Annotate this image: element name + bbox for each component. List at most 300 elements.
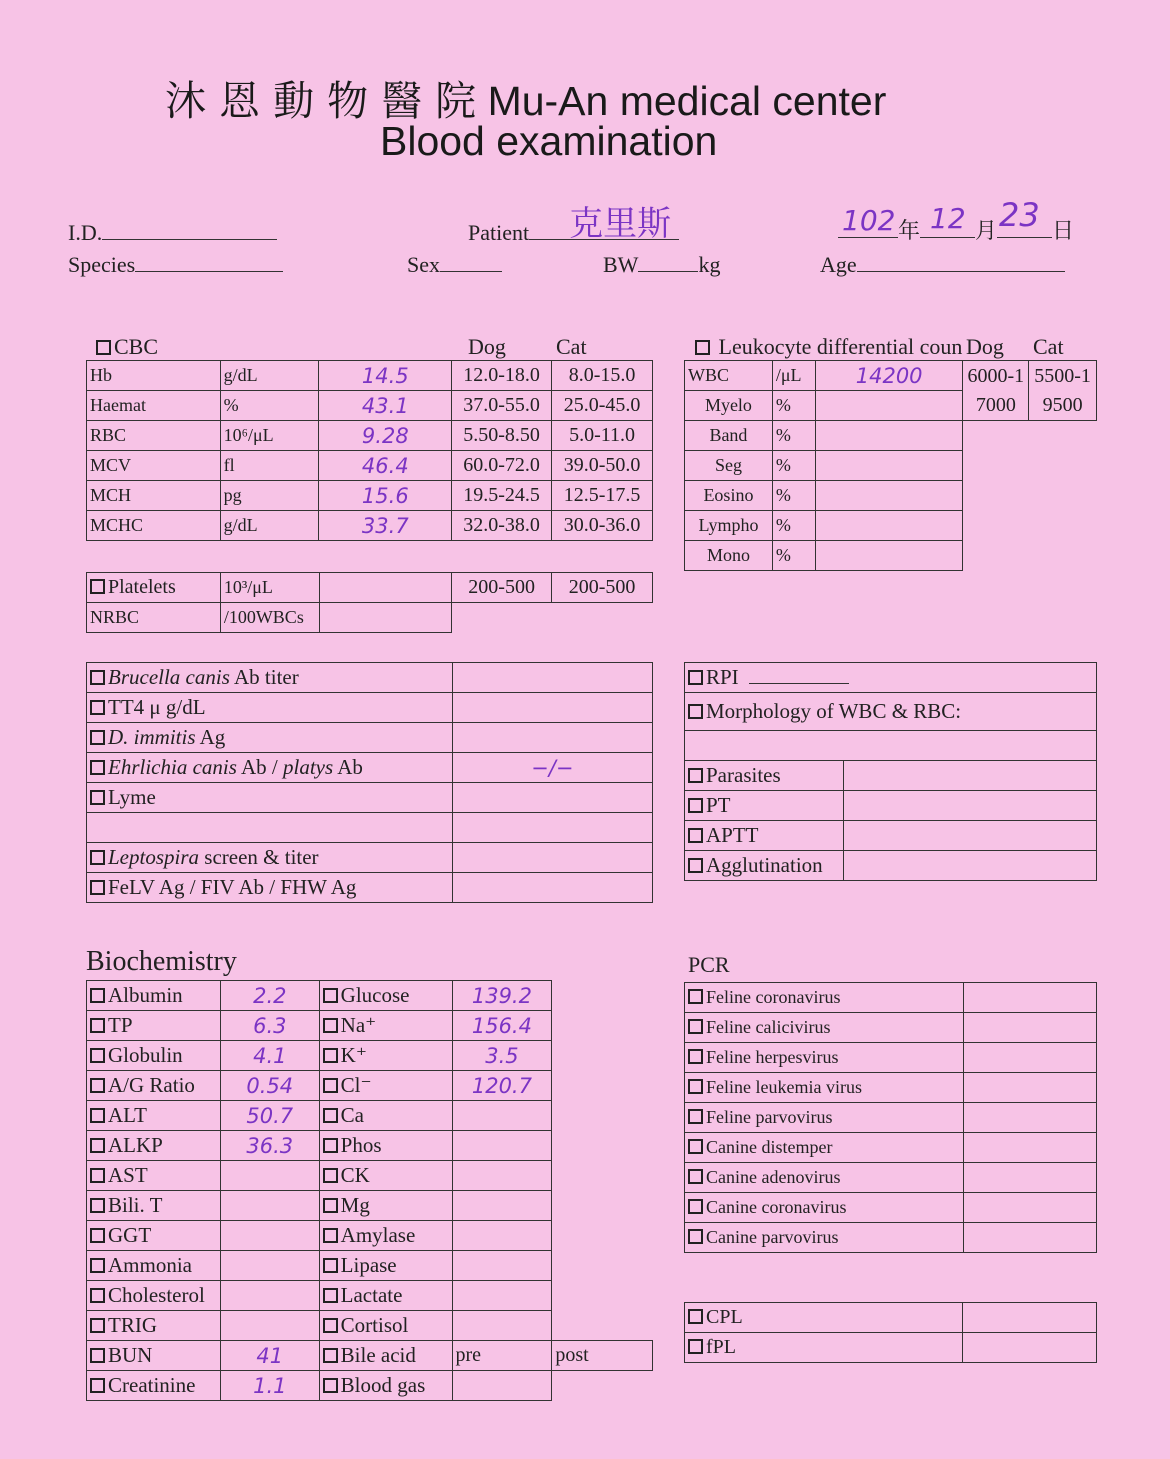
biochem-row (87, 1071, 653, 1101)
biochem-test-checkbox[interactable] (323, 1048, 338, 1063)
biochem-test-label[interactable] (319, 1341, 452, 1371)
biochem-test-label[interactable] (87, 1071, 221, 1101)
cbc-dog-range: 19.5-24.5 (452, 481, 552, 511)
felv-value[interactable] (452, 873, 652, 903)
wbc-dog-range: 6000-17000 (963, 361, 1029, 421)
pt-text: PT (706, 793, 731, 817)
biochem-test-label[interactable] (87, 1221, 221, 1251)
bw-field[interactable] (603, 250, 720, 278)
cbc-test-name: MCH (87, 481, 221, 511)
biochem-test-label[interactable] (319, 981, 452, 1011)
pancreatic-test-label[interactable] (685, 1303, 963, 1333)
biochem-test-label[interactable] (87, 1131, 221, 1161)
leptospira-value[interactable] (452, 843, 652, 873)
biochem-test-label[interactable] (319, 1191, 452, 1221)
biochem-test-checkbox[interactable] (90, 1018, 105, 1033)
biochem-test-checkbox[interactable] (90, 1348, 105, 1363)
biochem-row (87, 1311, 653, 1341)
ehrlichia-checkbox[interactable] (90, 760, 105, 775)
biochem-test-label[interactable] (319, 1221, 452, 1251)
biochem-test-name: Blood gas (340, 1373, 426, 1397)
brucella-species: Brucella canis (108, 665, 230, 689)
aptt-text: APTT (706, 823, 759, 847)
parasites-value[interactable] (843, 761, 1096, 791)
leptospira-checkbox[interactable] (90, 850, 105, 865)
biochem-test-checkbox[interactable] (90, 1228, 105, 1243)
pancreatic-test-checkbox[interactable] (688, 1339, 703, 1354)
pcr-test-name: Canine coronavirus (706, 1197, 847, 1217)
felv-row (87, 873, 653, 903)
rpi-label[interactable] (685, 663, 1097, 693)
biochem-test-label[interactable] (319, 1281, 452, 1311)
nrbc-label: NRBC (87, 603, 221, 633)
cbc-row (87, 391, 653, 421)
species-label: Species (68, 252, 136, 277)
leukocyte-value[interactable] (815, 451, 963, 481)
pcr-test-checkbox[interactable] (688, 989, 703, 1004)
morphology-checkbox[interactable] (688, 704, 703, 719)
biochem-value[interactable] (220, 1161, 319, 1191)
pt-value[interactable] (843, 791, 1096, 821)
biochem-test-name: CK (340, 1163, 370, 1187)
pcr-value[interactable] (963, 1073, 1096, 1103)
cbc-value[interactable]: 14.5 (319, 361, 452, 391)
biochem-test-checkbox[interactable] (323, 1168, 338, 1183)
biochem-test-label[interactable] (87, 1011, 221, 1041)
leptospira-label[interactable] (87, 843, 453, 873)
leukocyte-value[interactable] (815, 481, 963, 511)
biochem-test-label[interactable] (87, 1101, 221, 1131)
agglutination-row (685, 851, 1097, 881)
pcr-test-checkbox[interactable] (688, 1019, 703, 1034)
biochem-test-checkbox[interactable] (323, 1258, 338, 1273)
cbc-value[interactable]: 9.28 (319, 421, 452, 451)
biochem-value[interactable] (220, 1221, 319, 1251)
cbc-cat-range: 25.0-45.0 (552, 391, 653, 421)
biochem-test-checkbox[interactable] (90, 1138, 105, 1153)
biochem-test-label[interactable] (87, 981, 221, 1011)
leukocyte-row (685, 421, 1097, 451)
bw-label: BW (603, 252, 639, 277)
pancreatic-test-label[interactable] (685, 1333, 963, 1363)
pcr-value[interactable] (963, 1163, 1096, 1193)
biochem-value[interactable] (452, 1281, 552, 1311)
patient-name-value: 克里斯 (569, 204, 672, 244)
leukocyte-cell-name: Band (685, 421, 773, 451)
age-label: Age (820, 252, 857, 277)
cbc-value[interactable]: 43.1 (319, 391, 452, 421)
pancreatic-row (685, 1333, 1097, 1363)
biochem-test-name: TP (108, 1013, 133, 1037)
platelets-label: Platelets (108, 576, 176, 598)
cbc-heading[interactable] (96, 334, 158, 360)
pcr-value[interactable] (963, 1013, 1096, 1043)
sex-label: Sex (407, 252, 440, 277)
lyme-checkbox[interactable] (90, 790, 105, 805)
bile-acid-post[interactable]: post (552, 1341, 653, 1371)
biochem-test-checkbox[interactable] (90, 1378, 105, 1393)
bile-acid-pre[interactable]: pre (452, 1341, 552, 1371)
pancreatic-test-checkbox[interactable] (688, 1309, 703, 1324)
biochem-value[interactable]: 50.7 (220, 1101, 319, 1131)
pt-label[interactable] (685, 791, 844, 821)
date-field[interactable] (838, 196, 1075, 245)
biochem-test-name: Creatinine (108, 1373, 196, 1397)
cbc-row (87, 451, 653, 481)
biochem-value[interactable]: 139.2 (452, 981, 552, 1011)
biochem-value[interactable] (452, 1191, 552, 1221)
pcr-test-checkbox[interactable] (688, 1139, 703, 1154)
rpi-checkbox[interactable] (688, 670, 703, 685)
biochem-value[interactable]: 0.54 (220, 1071, 319, 1101)
pcr-row (685, 1103, 1097, 1133)
biochem-value[interactable] (220, 1281, 319, 1311)
leukocyte-dog-header: Dog (966, 334, 1004, 359)
biochem-test-checkbox[interactable] (323, 1348, 338, 1363)
brucella-checkbox[interactable] (90, 670, 105, 685)
biochem-test-checkbox[interactable] (323, 1138, 338, 1153)
cbc-cat-range: 5.0-11.0 (552, 421, 653, 451)
biochem-test-checkbox[interactable] (90, 1198, 105, 1213)
cbc-value[interactable]: 46.4 (319, 451, 452, 481)
pcr-test-label[interactable] (685, 1163, 964, 1193)
biochem-test-label[interactable] (319, 1101, 452, 1131)
cbc-test-name: RBC (87, 421, 221, 451)
pcr-value[interactable] (963, 1103, 1096, 1133)
pcr-test-label[interactable] (685, 1133, 964, 1163)
species-field[interactable] (68, 250, 283, 278)
nrbc-unit: /100WBCs (220, 603, 319, 633)
biochemistry-table (86, 980, 653, 1401)
platelets-value[interactable] (319, 573, 451, 603)
biochem-test-name: ALT (108, 1103, 147, 1127)
biochem-test-label[interactable] (87, 1371, 221, 1401)
biochem-test-checkbox[interactable] (90, 988, 105, 1003)
biochem-test-label[interactable] (87, 1251, 221, 1281)
morphology-blank-row (685, 731, 1097, 761)
rpi-row (685, 663, 1097, 693)
clinic-name-english: Mu-An medical center (487, 78, 887, 124)
leukocyte-row (685, 541, 1097, 571)
lyme-label[interactable] (87, 783, 453, 813)
pcr-test-checkbox[interactable] (688, 1109, 703, 1124)
biochem-test-name: GGT (108, 1223, 152, 1247)
biochem-test-checkbox[interactable] (323, 1108, 338, 1123)
pcr-test-label[interactable] (685, 1103, 964, 1133)
biochem-test-checkbox[interactable] (90, 1108, 105, 1123)
cbc-unit: 10⁶/μL (220, 421, 319, 451)
pcr-value[interactable] (963, 1223, 1096, 1253)
leukocyte-unit: % (772, 541, 815, 571)
cbc-test-name: MCV (87, 451, 221, 481)
ehrlichia-value[interactable]: −/− (452, 753, 652, 783)
cbc-row (87, 421, 653, 451)
cbc-checkbox[interactable] (96, 340, 111, 355)
leukocyte-heading[interactable] (695, 334, 962, 360)
cbc-cat-range: 12.5-17.5 (552, 481, 653, 511)
leukocyte-row (685, 481, 1097, 511)
cbc-value[interactable]: 33.7 (319, 511, 452, 541)
biochem-test-name: AST (108, 1163, 148, 1187)
pcr-test-checkbox[interactable] (688, 1169, 703, 1184)
leukocyte-unit: % (772, 451, 815, 481)
pcr-test-checkbox[interactable] (688, 1229, 703, 1244)
biochem-test-label[interactable] (319, 1071, 452, 1101)
parasites-checkbox[interactable] (688, 768, 703, 783)
biochem-value[interactable]: 1.1 (220, 1371, 319, 1401)
biochem-value[interactable] (220, 1191, 319, 1221)
biochem-test-name: BUN (108, 1343, 153, 1367)
biochem-test-name: Ca (340, 1103, 364, 1127)
biochem-value[interactable] (452, 1131, 552, 1161)
serology-table (86, 662, 653, 903)
leukocyte-value[interactable] (815, 391, 963, 421)
cbc-row (87, 361, 653, 391)
leukocyte-cat-header: Cat (1033, 334, 1064, 359)
cbc-row (87, 511, 653, 541)
biochem-test-name: Cl⁻ (340, 1073, 372, 1097)
leukocyte-value[interactable] (815, 511, 963, 541)
biochem-test-checkbox[interactable] (323, 1198, 338, 1213)
pcr-test-label[interactable] (685, 983, 964, 1013)
dimmitis-checkbox[interactable] (90, 730, 105, 745)
biochem-test-label[interactable] (87, 1191, 221, 1221)
leukocyte-row (685, 511, 1097, 541)
biochem-row (87, 1041, 653, 1071)
tt4-row (87, 693, 653, 723)
aptt-label[interactable] (685, 821, 844, 851)
pcr-row (685, 1163, 1097, 1193)
platelets-unit: 10³/μL (220, 573, 319, 603)
pcr-row (685, 1193, 1097, 1223)
biochem-row (87, 1161, 653, 1191)
biochem-test-checkbox[interactable] (323, 1288, 338, 1303)
biochem-test-name: Ammonia (108, 1253, 192, 1277)
misc-table (684, 662, 1097, 881)
cbc-unit: g/dL (220, 511, 319, 541)
pcr-test-name: Feline coronavirus (706, 987, 841, 1007)
biochem-test-label[interactable] (319, 1371, 452, 1401)
wbc-value[interactable]: 14200 (815, 361, 963, 391)
platys-test: Ab (337, 755, 363, 779)
tt4-value[interactable] (452, 693, 652, 723)
cbc-title: CBC (114, 334, 159, 359)
leukocyte-value[interactable] (815, 421, 963, 451)
lyme-value[interactable] (452, 783, 652, 813)
cbc-unit: % (220, 391, 319, 421)
pcr-test-label[interactable] (685, 1223, 964, 1253)
pcr-value[interactable] (963, 1043, 1096, 1073)
biochem-value[interactable]: 36.3 (220, 1131, 319, 1161)
patient-field[interactable] (468, 204, 679, 246)
pcr-test-name: Feline leukemia virus (706, 1077, 862, 1097)
biochem-value[interactable] (452, 1371, 552, 1401)
biochem-test-label[interactable] (319, 1311, 452, 1341)
platys-species: platys (283, 755, 334, 779)
biochem-test-label[interactable] (87, 1041, 221, 1071)
cbc-unit: fl (220, 451, 319, 481)
pt-checkbox[interactable] (688, 798, 703, 813)
platelets-table (86, 572, 653, 633)
leukocyte-cell-name: Mono (685, 541, 773, 571)
biochem-test-checkbox[interactable] (90, 1258, 105, 1273)
biochemistry-heading: Biochemistry (86, 946, 237, 977)
cbc-dog-range: 5.50-8.50 (452, 421, 552, 451)
wbc-row (685, 361, 1097, 391)
blank-serology-label[interactable] (87, 813, 453, 843)
cbc-value[interactable]: 15.6 (319, 481, 452, 511)
cbc-cat-range: 30.0-36.0 (552, 511, 653, 541)
morphology-label[interactable] (685, 693, 1097, 731)
agglutination-value[interactable] (843, 851, 1096, 881)
felv-label[interactable] (87, 873, 453, 903)
biochem-value[interactable] (452, 1311, 552, 1341)
pcr-test-label[interactable] (685, 1193, 964, 1223)
biochem-value[interactable]: 156.4 (452, 1011, 552, 1041)
biochem-value[interactable] (452, 1251, 552, 1281)
age-field[interactable] (820, 250, 1065, 278)
pcr-test-label[interactable] (685, 1043, 964, 1073)
form-title: Blood examination (380, 118, 718, 164)
brucella-label[interactable] (87, 663, 453, 693)
parasites-row (685, 761, 1097, 791)
leukocyte-row (685, 451, 1097, 481)
biochem-test-checkbox[interactable] (323, 1078, 338, 1093)
biochem-test-checkbox[interactable] (323, 1318, 338, 1333)
biochem-row (87, 1191, 653, 1221)
biochem-value[interactable]: 41 (220, 1341, 319, 1371)
patient-label: Patient (468, 220, 530, 245)
biochem-test-label[interactable] (319, 1131, 452, 1161)
ehrlichia-row (87, 753, 653, 783)
lyme-text: Lyme (108, 785, 156, 809)
aptt-value[interactable] (843, 821, 1096, 851)
nrbc-value[interactable] (319, 603, 451, 633)
leukocyte-cell-name: Lympho (685, 511, 773, 541)
biochem-test-label[interactable] (87, 1161, 221, 1191)
biochem-test-checkbox[interactable] (323, 1018, 338, 1033)
biochem-value[interactable]: 6.3 (220, 1011, 319, 1041)
pancreatic-value[interactable] (963, 1303, 1097, 1333)
pcr-value[interactable] (963, 1193, 1096, 1223)
biochem-value[interactable] (220, 1251, 319, 1281)
cbc-cat-range: 39.0-50.0 (552, 451, 653, 481)
pancreatic-value[interactable] (963, 1333, 1097, 1363)
wbc-unit: /μL (772, 361, 815, 391)
month-label: 月 (975, 219, 998, 244)
blank-serology-value[interactable] (452, 813, 652, 843)
biochem-test-checkbox[interactable] (90, 1168, 105, 1183)
leptospira-row (87, 843, 653, 873)
sex-field[interactable] (407, 250, 502, 278)
cbc-unit: g/dL (220, 361, 319, 391)
date-year-value: 102 (842, 204, 896, 237)
ehrlichia-label[interactable] (87, 753, 453, 783)
platelets-cat-range: 200-500 (552, 573, 653, 603)
biochem-test-label[interactable] (319, 1041, 452, 1071)
agglutination-label[interactable] (685, 851, 844, 881)
ehrlichia-species: Ehrlichia canis (108, 755, 237, 779)
platelets-dog-range: 200-500 (452, 573, 552, 603)
biochem-value[interactable]: 120.7 (452, 1071, 552, 1101)
biochem-test-name: Glucose (340, 983, 410, 1007)
biochem-test-label[interactable] (87, 1311, 221, 1341)
id-field[interactable] (68, 218, 277, 246)
day-label: 日 (1052, 219, 1075, 244)
dimmitis-value[interactable] (452, 723, 652, 753)
aptt-checkbox[interactable] (688, 828, 703, 843)
biochem-test-checkbox[interactable] (323, 1378, 338, 1393)
pcr-test-name: Canine adenovirus (706, 1167, 841, 1187)
biochem-test-checkbox[interactable] (323, 988, 338, 1003)
parasites-label[interactable] (685, 761, 844, 791)
biochem-test-label[interactable] (319, 1161, 452, 1191)
biochem-test-checkbox[interactable] (90, 1078, 105, 1093)
pcr-row (685, 1133, 1097, 1163)
clinic-name-chinese: 沐 恩 動 物 醫 院 (165, 77, 477, 125)
biochem-test-checkbox[interactable] (90, 1318, 105, 1333)
pcr-test-name: Feline calicivirus (706, 1017, 831, 1037)
biochem-value[interactable]: 4.1 (220, 1041, 319, 1071)
biochem-value[interactable] (220, 1311, 319, 1341)
brucella-value[interactable] (452, 663, 652, 693)
leukocyte-value[interactable] (815, 541, 963, 571)
biochem-test-label[interactable] (87, 1341, 221, 1371)
biochem-test-name: Na⁺ (340, 1013, 377, 1037)
platelets-name-cell[interactable] (87, 573, 221, 603)
biochem-value[interactable] (452, 1221, 552, 1251)
dimmitis-label[interactable] (87, 723, 453, 753)
tt4-checkbox[interactable] (90, 700, 105, 715)
pcr-test-checkbox[interactable] (688, 1079, 703, 1094)
nrbc-row (87, 603, 653, 633)
pcr-value[interactable] (963, 983, 1096, 1013)
biochem-test-label[interactable] (319, 1251, 452, 1281)
pcr-test-checkbox[interactable] (688, 1049, 703, 1064)
dimmitis-row (87, 723, 653, 753)
biochem-test-label[interactable] (87, 1281, 221, 1311)
biochem-value[interactable]: 2.2 (220, 981, 319, 1011)
cbc-dog-range: 37.0-55.0 (452, 391, 552, 421)
lyme-row (87, 783, 653, 813)
tt4-label[interactable] (87, 693, 453, 723)
id-label: I.D. (68, 220, 103, 245)
biochem-value[interactable]: 3.5 (452, 1041, 552, 1071)
felv-checkbox[interactable] (90, 880, 105, 895)
pcr-test-label[interactable] (685, 1013, 964, 1043)
wbc-label: WBC (685, 361, 773, 391)
leukocyte-checkbox[interactable] (695, 340, 710, 355)
biochem-test-checkbox[interactable] (90, 1288, 105, 1303)
agglutination-checkbox[interactable] (688, 858, 703, 873)
biochem-test-checkbox[interactable] (90, 1048, 105, 1063)
biochem-test-checkbox[interactable] (323, 1228, 338, 1243)
pcr-value[interactable] (963, 1133, 1096, 1163)
date-day-value: 23 (999, 196, 1040, 234)
biochem-test-label[interactable] (319, 1011, 452, 1041)
pcr-test-label[interactable] (685, 1073, 964, 1103)
biochem-test-name: Cholesterol (108, 1283, 205, 1307)
platelets-checkbox[interactable] (90, 579, 105, 594)
pcr-test-checkbox[interactable] (688, 1199, 703, 1214)
biochem-value[interactable] (452, 1101, 552, 1131)
leukocyte-unit: % (772, 481, 815, 511)
biochem-test-name: TRIG (108, 1313, 157, 1337)
platelets-row (87, 573, 653, 603)
tt4-text: TT4 μ g/dL (108, 695, 206, 719)
morphology-notes[interactable] (685, 731, 1097, 761)
biochem-value[interactable] (452, 1161, 552, 1191)
